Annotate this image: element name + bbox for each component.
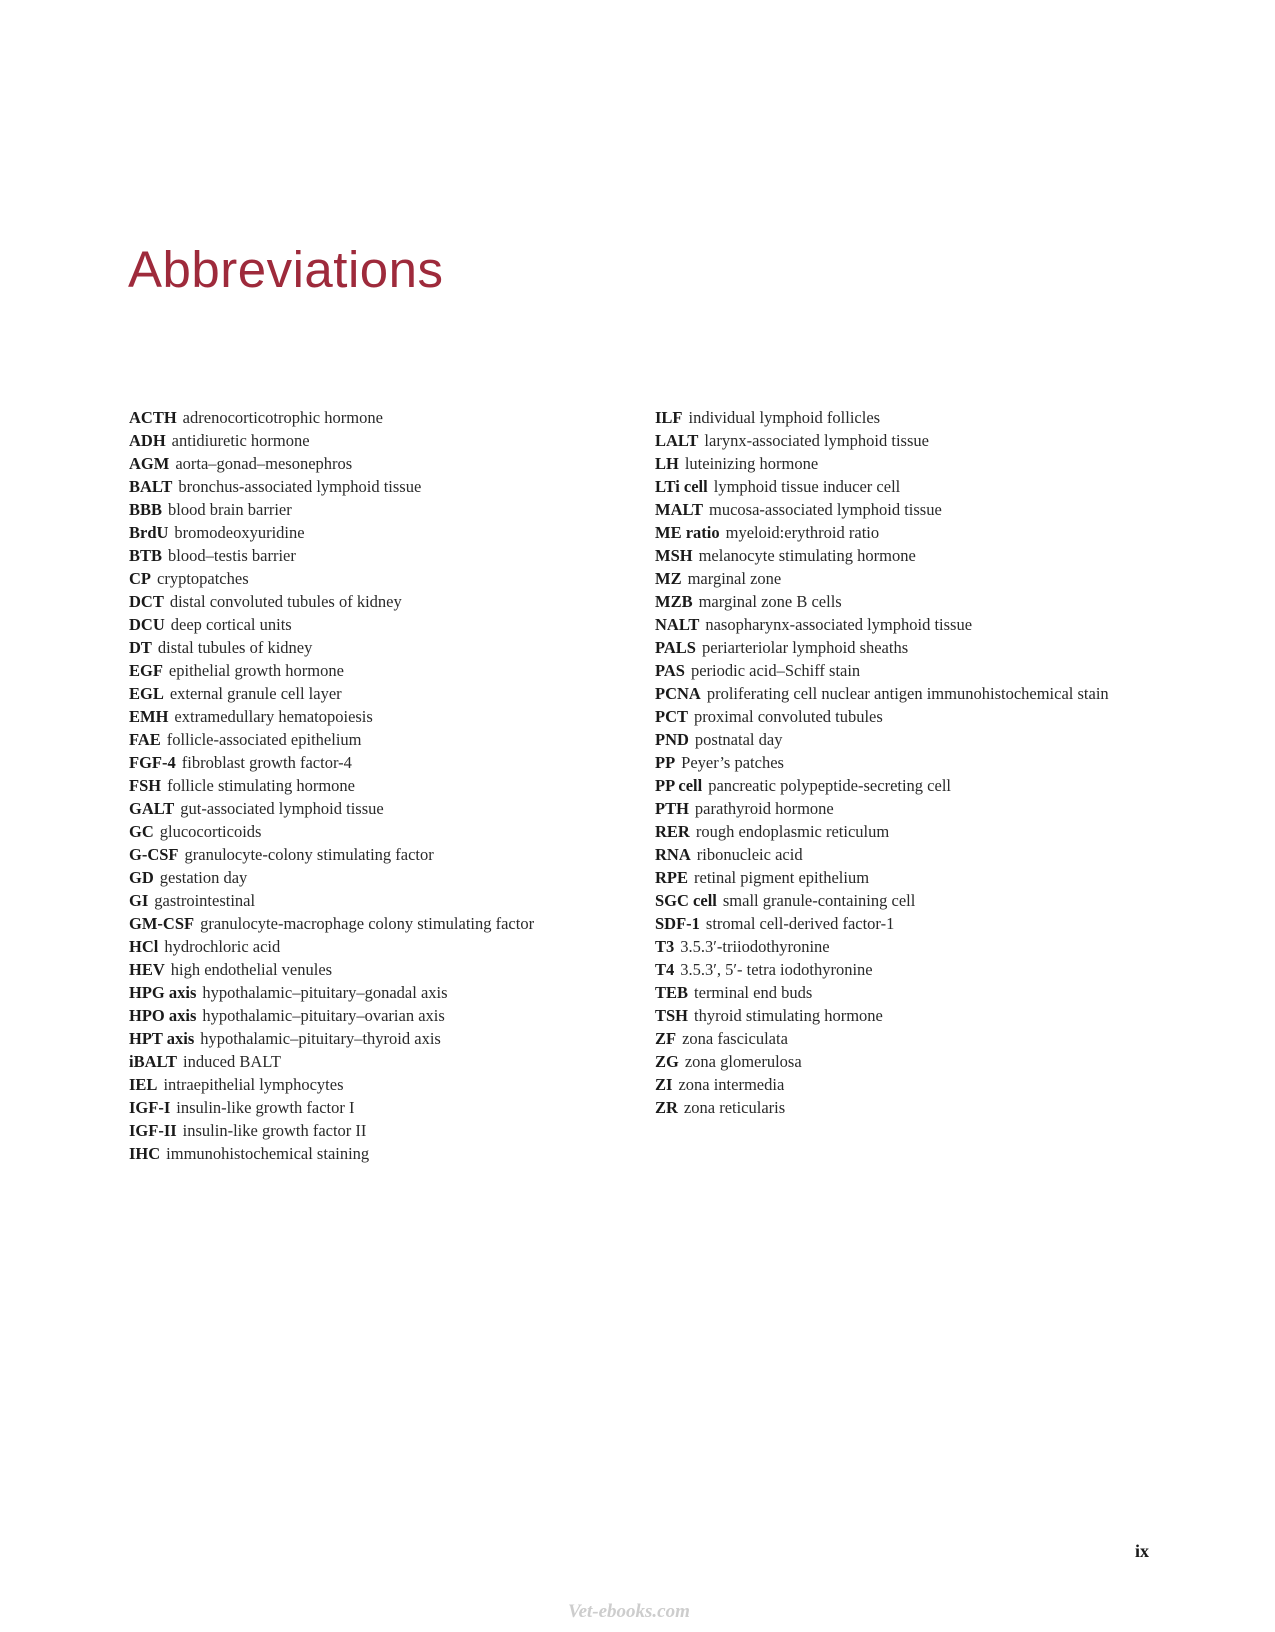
- abbreviation-term: IHC: [129, 1144, 161, 1163]
- abbreviation-entry: [129, 705, 629, 728]
- abbreviation-entry: [655, 590, 1245, 613]
- abbreviation-entry: [655, 1073, 1245, 1096]
- abbreviation-term: SDF-1: [655, 914, 700, 933]
- abbreviation-entry: [655, 498, 1245, 521]
- abbreviation-definition: marginal zone B cells: [698, 592, 842, 611]
- abbreviation-entry: [129, 774, 629, 797]
- abbreviation-definition: zona intermedia: [678, 1075, 785, 1094]
- abbreviation-term: PALS: [655, 638, 696, 657]
- abbreviation-entry: [655, 866, 1245, 889]
- abbreviation-entry: [129, 1004, 629, 1027]
- abbreviation-definition: thyroid stimulating hormone: [694, 1006, 883, 1025]
- abbreviation-term: MALT: [655, 500, 703, 519]
- abbreviation-entry: [129, 843, 629, 866]
- abbreviation-entry: [129, 636, 629, 659]
- abbreviation-definition: granulocyte-macrophage colony stimulating factor: [200, 914, 535, 933]
- abbreviation-term: PAS: [655, 661, 685, 680]
- abbreviation-definition: mucosa-associated lymphoid tissue: [709, 500, 942, 519]
- abbreviation-definition: zona reticularis: [683, 1098, 786, 1117]
- abbreviation-term: HPG axis: [129, 983, 197, 1002]
- abbreviation-entry: [129, 912, 629, 935]
- abbreviation-definition: periarteriolar lymphoid sheaths: [701, 638, 909, 657]
- abbreviation-term: FGF-4: [129, 753, 176, 772]
- abbreviation-definition: bromodeoxyuridine: [174, 523, 305, 542]
- abbreviation-definition: antidiuretic hormone: [171, 431, 310, 450]
- abbreviation-term: BTB: [129, 546, 163, 565]
- abbreviation-term: IGF-I: [129, 1098, 171, 1117]
- abbreviation-entry: [655, 889, 1245, 912]
- abbreviation-term: PP cell: [655, 776, 703, 795]
- abbreviation-entry: [655, 406, 1245, 429]
- abbreviation-definition: luteinizing hormone: [684, 454, 819, 473]
- abbreviation-term: PCT: [655, 707, 688, 726]
- abbreviation-term: IGF-II: [129, 1121, 177, 1140]
- abbreviation-definition: epithelial growth hormone: [168, 661, 344, 680]
- abbreviation-entry: [655, 659, 1245, 682]
- abbreviation-definition: immunohistochemical staining: [166, 1144, 370, 1163]
- abbreviation-term: GI: [129, 891, 149, 910]
- abbreviation-definition: gut-associated lymphoid tissue: [180, 799, 384, 818]
- abbreviation-term: TEB: [655, 983, 689, 1002]
- abbreviation-term: ZG: [655, 1052, 679, 1071]
- abbreviation-entry: [129, 889, 629, 912]
- abbreviation-definition: bronchus-associated lymphoid tissue: [178, 477, 422, 496]
- abbreviation-term: RPE: [655, 868, 688, 887]
- abbreviation-term: FSH: [129, 776, 162, 795]
- abbreviation-entry: [129, 682, 629, 705]
- abbreviation-term: EGL: [129, 684, 164, 703]
- abbreviation-term: GD: [129, 868, 154, 887]
- abbreviation-term: BrdU: [129, 523, 169, 542]
- abbreviation-entry: [129, 498, 629, 521]
- abbreviation-entry: [655, 521, 1245, 544]
- abbreviation-entry: [655, 843, 1245, 866]
- abbreviation-entry: [129, 590, 629, 613]
- abbreviation-term: SGC cell: [655, 891, 717, 910]
- abbreviation-entry: [655, 774, 1245, 797]
- abbreviation-definition: ribonucleic acid: [696, 845, 803, 864]
- abbreviation-definition: glucocorticoids: [159, 822, 262, 841]
- abbreviation-entry: [655, 567, 1245, 590]
- abbreviation-term: GM-CSF: [129, 914, 195, 933]
- page-title: Abbreviations: [128, 241, 444, 298]
- abbreviation-term: ZI: [655, 1075, 673, 1094]
- abbreviation-entry: [655, 452, 1245, 475]
- abbreviation-term: DCU: [129, 615, 165, 634]
- abbreviation-definition: high endothelial venules: [170, 960, 333, 979]
- abbreviation-definition: extramedullary hematopoiesis: [174, 707, 373, 726]
- abbreviation-entry: [129, 866, 629, 889]
- abbreviation-entry: [129, 958, 629, 981]
- abbreviation-term: HPO axis: [129, 1006, 197, 1025]
- abbreviation-definition: periodic acid–Schiff stain: [690, 661, 861, 680]
- abbreviation-entry: [655, 705, 1245, 728]
- abbreviation-term: RNA: [655, 845, 691, 864]
- abbreviation-entry: [129, 935, 629, 958]
- abbreviation-term: HEV: [129, 960, 165, 979]
- abbreviation-definition: distal convoluted tubules of kidney: [169, 592, 402, 611]
- abbreviation-term: LH: [655, 454, 679, 473]
- abbreviation-definition: pancreatic polypeptide-secreting cell: [708, 776, 951, 795]
- abbreviation-entry: [129, 1073, 629, 1096]
- abbreviation-term: DCT: [129, 592, 164, 611]
- abbreviation-entry: [655, 912, 1245, 935]
- abbreviation-term: IEL: [129, 1075, 158, 1094]
- abbreviation-term: ACTH: [129, 408, 177, 427]
- abbreviation-term: PTH: [655, 799, 689, 818]
- abbreviation-entry: [129, 981, 629, 1004]
- abbreviation-term: NALT: [655, 615, 700, 634]
- page-number: ix: [1135, 1541, 1150, 1561]
- abbreviation-term: AGM: [129, 454, 170, 473]
- abbreviation-definition: blood brain barrier: [168, 500, 292, 519]
- abbreviation-definition: rough endoplasmic reticulum: [695, 822, 890, 841]
- abbreviation-definition: intraepithelial lymphocytes: [163, 1075, 344, 1094]
- abbreviation-definition: individual lymphoid follicles: [688, 408, 881, 427]
- abbreviation-term: GALT: [129, 799, 175, 818]
- abbreviation-definition: hypothalamic–pituitary–thyroid axis: [200, 1029, 441, 1048]
- abbreviation-definition: 3.5.3′-triiodothyronine: [680, 937, 830, 956]
- abbreviation-term: G-CSF: [129, 845, 179, 864]
- abbreviation-entry: [129, 567, 629, 590]
- abbreviation-term: FAE: [129, 730, 161, 749]
- abbreviation-definition: insulin-like growth factor I: [176, 1098, 355, 1117]
- abbreviation-entry: [655, 1027, 1245, 1050]
- abbreviation-term: BBB: [129, 500, 163, 519]
- abbreviation-term: HPT axis: [129, 1029, 195, 1048]
- abbreviation-entry: [129, 429, 629, 452]
- abbreviation-entry: [129, 728, 629, 751]
- abbreviation-definition: blood–testis barrier: [168, 546, 296, 565]
- abbreviation-entry: [655, 544, 1245, 567]
- abbreviation-entry: [129, 1096, 629, 1119]
- abbreviation-entry: [655, 728, 1245, 751]
- abbreviation-definition: stromal cell-derived factor-1: [705, 914, 895, 933]
- abbreviation-definition: hydrochloric acid: [164, 937, 281, 956]
- abbreviation-entry: [655, 958, 1245, 981]
- abbreviation-term: EMH: [129, 707, 169, 726]
- abbreviation-entry: [129, 613, 629, 636]
- abbreviation-definition: marginal zone: [687, 569, 782, 588]
- abbreviation-definition: 3.5.3′, 5′- tetra iodothyronine: [680, 960, 873, 979]
- abbreviation-entry: [129, 659, 629, 682]
- abbreviations-right-column: [655, 406, 1245, 1119]
- abbreviation-entry: [655, 613, 1245, 636]
- abbreviation-term: RER: [655, 822, 690, 841]
- abbreviation-definition: myeloid:erythroid ratio: [725, 523, 880, 542]
- abbreviation-term: ADH: [129, 431, 166, 450]
- abbreviation-definition: terminal end buds: [694, 983, 813, 1002]
- abbreviation-term: T3: [655, 937, 675, 956]
- abbreviation-definition: larynx-associated lymphoid tissue: [704, 431, 929, 450]
- abbreviation-definition: cryptopatches: [157, 569, 249, 588]
- abbreviation-term: GC: [129, 822, 154, 841]
- abbreviation-entry: [655, 682, 1245, 705]
- abbreviation-definition: gastrointestinal: [154, 891, 256, 910]
- abbreviation-entry: [655, 820, 1245, 843]
- abbreviation-definition: retinal pigment epithelium: [694, 868, 870, 887]
- abbreviation-term: PCNA: [655, 684, 701, 703]
- abbreviation-entry: [129, 820, 629, 843]
- abbreviation-definition: fibroblast growth factor-4: [181, 753, 352, 772]
- abbreviation-definition: hypothalamic–pituitary–gonadal axis: [202, 983, 448, 1002]
- abbreviation-term: LALT: [655, 431, 699, 450]
- abbreviation-entry: [655, 935, 1245, 958]
- abbreviation-term: BALT: [129, 477, 173, 496]
- abbreviation-entry: [129, 475, 629, 498]
- abbreviation-definition: zona fasciculata: [682, 1029, 788, 1048]
- abbreviation-term: PP: [655, 753, 676, 772]
- abbreviation-definition: lymphoid tissue inducer cell: [713, 477, 901, 496]
- abbreviation-term: ZF: [655, 1029, 677, 1048]
- abbreviation-entry: [655, 751, 1245, 774]
- abbreviation-entry: [129, 1050, 629, 1073]
- abbreviation-definition: postnatal day: [694, 730, 783, 749]
- abbreviation-entry: [655, 636, 1245, 659]
- abbreviation-entry: [655, 1004, 1245, 1027]
- abbreviation-term: T4: [655, 960, 675, 979]
- abbreviation-definition: nasopharynx-associated lymphoid tissue: [705, 615, 973, 634]
- abbreviation-term: DT: [129, 638, 152, 657]
- abbreviation-definition: follicle stimulating hormone: [167, 776, 355, 795]
- abbreviation-definition: parathyroid hormone: [694, 799, 834, 818]
- abbreviation-entry: [655, 1050, 1245, 1073]
- abbreviation-definition: small granule-containing cell: [722, 891, 916, 910]
- abbreviation-entry: [129, 751, 629, 774]
- abbreviation-term: CP: [129, 569, 151, 588]
- abbreviation-definition: deep cortical units: [170, 615, 292, 634]
- abbreviation-definition: granulocyte-colony stimulating factor: [184, 845, 434, 864]
- abbreviation-term: HCl: [129, 937, 159, 956]
- abbreviations-left-column: [129, 406, 629, 1165]
- abbreviation-term: ZR: [655, 1098, 678, 1117]
- abbreviation-definition: Peyer’s patches: [681, 753, 784, 772]
- abbreviation-entry: [655, 1096, 1245, 1119]
- abbreviation-entry: [129, 1027, 629, 1050]
- abbreviation-definition: zona glomerulosa: [684, 1052, 802, 1071]
- abbreviation-term: TSH: [655, 1006, 689, 1025]
- watermark-logo: Vet-ebooks.com: [568, 1601, 690, 1622]
- abbreviation-entry: [655, 429, 1245, 452]
- abbreviation-term: iBALT: [129, 1052, 178, 1071]
- abbreviation-definition: insulin-like growth factor II: [182, 1121, 367, 1140]
- abbreviation-term: ME ratio: [655, 523, 720, 542]
- abbreviation-entry: [129, 1119, 629, 1142]
- abbreviation-term: MSH: [655, 546, 693, 565]
- abbreviation-definition: aorta–gonad–mesonephros: [175, 454, 353, 473]
- abbreviation-definition: follicle-associated epithelium: [166, 730, 362, 749]
- abbreviation-definition: external granule cell layer: [169, 684, 342, 703]
- abbreviation-entry: [129, 1142, 629, 1165]
- abbreviation-entry: [655, 797, 1245, 820]
- abbreviation-term: PND: [655, 730, 689, 749]
- abbreviation-term: ILF: [655, 408, 683, 427]
- abbreviation-entry: [129, 452, 629, 475]
- abbreviation-definition: proximal convoluted tubules: [694, 707, 883, 726]
- abbreviation-entry: [129, 406, 629, 429]
- abbreviation-entry: [129, 544, 629, 567]
- abbreviation-entry: [655, 475, 1245, 498]
- abbreviation-definition: hypothalamic–pituitary–ovarian axis: [202, 1006, 445, 1025]
- abbreviation-definition: melanocyte stimulating hormone: [698, 546, 916, 565]
- abbreviation-term: EGF: [129, 661, 163, 680]
- abbreviation-term: MZ: [655, 569, 682, 588]
- abbreviation-definition: adrenocorticotrophic hormone: [182, 408, 383, 427]
- abbreviation-definition: induced BALT: [183, 1052, 281, 1071]
- abbreviation-entry: [129, 797, 629, 820]
- abbreviation-definition: distal tubules of kidney: [157, 638, 313, 657]
- abbreviation-entry: [129, 521, 629, 544]
- abbreviation-definition: gestation day: [159, 868, 248, 887]
- abbreviation-definition: proliferating cell nuclear antigen immunohistochemical stain: [706, 684, 1109, 703]
- abbreviation-entry: [655, 981, 1245, 1004]
- abbreviation-term: LTi cell: [655, 477, 708, 496]
- abbreviation-term: MZB: [655, 592, 693, 611]
